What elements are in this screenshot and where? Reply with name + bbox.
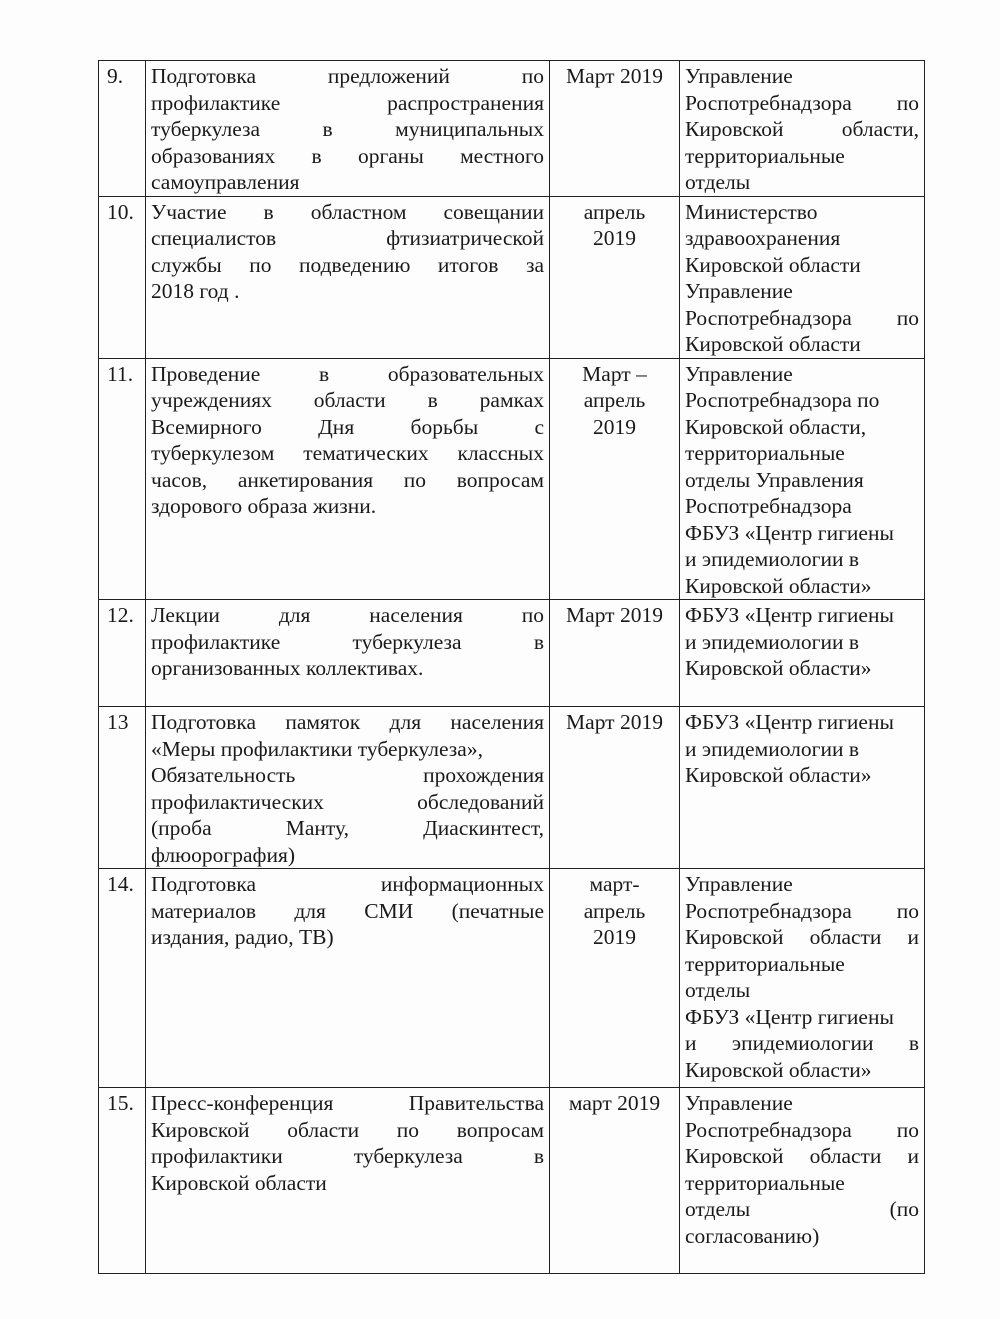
activity-line: специалистов фтизиатрической xyxy=(151,226,544,250)
activity-plan-table xyxy=(98,60,925,1274)
activity-line: 2018 год . xyxy=(151,279,240,303)
row-number: 10. xyxy=(99,196,146,358)
date-line: 2019 xyxy=(593,925,636,949)
responsible-line: территориальные xyxy=(685,441,845,465)
date-cell xyxy=(550,358,680,600)
responsible-line: территориальные xyxy=(685,1170,845,1195)
responsible-line: Кировской области и xyxy=(685,1144,919,1168)
responsible-line: и эпидемиологии в xyxy=(685,547,860,571)
activity-line: организованных коллективах. xyxy=(151,656,424,680)
date-cell xyxy=(550,869,680,1088)
responsible-line: и эпидемиологии в xyxy=(685,736,860,761)
responsible-cell xyxy=(680,600,925,707)
responsible-line: Управление xyxy=(685,361,793,386)
responsible-line: Роспотребнадзора по xyxy=(685,305,919,330)
activity-line: здорового образа жизни. xyxy=(151,494,377,518)
table-row xyxy=(99,61,925,197)
responsible-line: Кировской области» xyxy=(685,763,872,787)
responsible-line: Управление xyxy=(685,872,793,896)
responsible-cell xyxy=(680,869,925,1088)
responsible-line: территориальные xyxy=(685,951,845,976)
activity-line: часов, анкетирования по вопросам xyxy=(151,467,544,492)
activity-line: Лекции для населения по xyxy=(151,603,544,627)
activity-cell xyxy=(146,358,550,600)
table-row xyxy=(99,196,925,358)
table-row xyxy=(99,1088,925,1274)
activity-line: профилактике распространения xyxy=(151,90,544,115)
responsible-line: Управление xyxy=(685,64,793,88)
responsible-line: Кировской области» xyxy=(685,573,872,598)
date-cell xyxy=(550,600,680,707)
activity-line: профилактике туберкулеза в xyxy=(151,629,544,654)
table-row xyxy=(99,869,925,1088)
activity-line: флюорография) xyxy=(151,842,296,867)
activity-line: Подготовка предложений по xyxy=(151,64,544,88)
date-line: март- xyxy=(589,872,640,896)
activity-line: Подготовка памяток для населения xyxy=(151,710,544,734)
activity-line: Обязательность прохождения xyxy=(151,763,544,787)
activity-line: образованиях в органы местного xyxy=(151,143,544,168)
activity-line: Всемирного Дня борьбы с xyxy=(151,414,544,439)
date-line: Март – xyxy=(582,361,647,386)
row-number: 15. xyxy=(99,1088,146,1274)
row-number: 13 xyxy=(99,707,146,869)
activity-line: туберкулеза в муниципальных xyxy=(151,117,544,141)
responsible-line: Кировской области» xyxy=(685,1057,872,1082)
activity-line: Участие в областном совещании xyxy=(151,199,544,224)
responsible-line: отделы xyxy=(685,170,751,194)
date-line: 2019 xyxy=(593,414,636,439)
activity-line: службы по подведению итогов за xyxy=(151,252,544,277)
activity-cell xyxy=(146,600,550,707)
responsible-line: отделы Управления xyxy=(685,467,864,492)
date-cell xyxy=(550,707,680,869)
responsible-line: ФБУЗ «Центр гигиены xyxy=(685,1004,894,1029)
responsible-line: Роспотребнадзора xyxy=(685,494,852,518)
table-body xyxy=(99,61,925,1274)
activity-cell xyxy=(146,1088,550,1274)
responsible-line: ФБУЗ «Центр гигиены xyxy=(685,603,894,627)
row-number: 12. xyxy=(99,600,146,707)
activity-cell xyxy=(146,707,550,869)
responsible-line: Министерство xyxy=(685,199,818,224)
activity-line: Кировской области xyxy=(151,1170,327,1195)
date-line: март 2019 xyxy=(568,1091,661,1115)
responsible-line: Кировской области и xyxy=(685,925,919,949)
date-line: 2019 xyxy=(593,226,636,250)
responsible-line: и эпидемиологии в xyxy=(685,629,860,654)
date-cell xyxy=(550,196,680,358)
responsible-line: отделы (по xyxy=(685,1197,919,1221)
responsible-line: Роспотребнадзора по xyxy=(685,388,880,412)
activity-line: Подготовка информационных xyxy=(151,872,544,896)
row-number: 9. xyxy=(99,61,146,197)
responsible-line: ФБУЗ «Центр гигиены xyxy=(685,520,894,545)
date-line: апрель xyxy=(583,898,646,923)
responsible-line: Кировской области xyxy=(685,332,861,356)
date-cell xyxy=(550,61,680,197)
responsible-cell xyxy=(680,358,925,600)
row-number: 11. xyxy=(99,358,146,600)
activity-line: «Меры профилактики туберкулеза», xyxy=(151,736,483,761)
responsible-line: здравоохранения xyxy=(685,226,841,250)
activity-cell xyxy=(146,196,550,358)
activity-line: издания, радио, ТВ) xyxy=(151,925,334,949)
date-line: Март 2019 xyxy=(566,64,663,88)
date-line: Март 2019 xyxy=(566,710,663,734)
responsible-cell xyxy=(680,196,925,358)
activity-line: профилактики туберкулеза в xyxy=(151,1144,544,1168)
responsible-line: Кировской области xyxy=(685,252,861,277)
table-row xyxy=(99,707,925,869)
responsible-line: Роспотребнадзора по xyxy=(685,90,919,115)
responsible-line: ФБУЗ «Центр гигиены xyxy=(685,710,894,734)
responsible-line: Кировской области» xyxy=(685,656,872,680)
activity-line: Кировской области по вопросам xyxy=(151,1117,544,1142)
responsible-cell xyxy=(680,1088,925,1274)
date-cell xyxy=(550,1088,680,1274)
date-line: апрель xyxy=(583,199,646,224)
responsible-line: территориальные xyxy=(685,143,845,168)
activity-line: профилактических обследований xyxy=(151,789,544,814)
table-row xyxy=(99,600,925,707)
responsible-line: Управление xyxy=(685,279,793,303)
activity-line: Проведение в образовательных xyxy=(151,361,544,386)
responsible-line: Роспотребнадзора по xyxy=(685,1117,919,1142)
responsible-line: Управление xyxy=(685,1091,793,1115)
activity-line: Пресс-конференция Правительства xyxy=(151,1091,544,1115)
responsible-line: Кировской области, xyxy=(685,414,867,439)
date-line: Март 2019 xyxy=(566,603,663,627)
responsible-line: и эпидемиологии в xyxy=(685,1031,919,1055)
activity-line: учреждениях области в рамках xyxy=(151,388,544,412)
responsible-cell xyxy=(680,707,925,869)
responsible-line: Роспотребнадзора по xyxy=(685,898,919,923)
activity-cell xyxy=(146,61,550,197)
activity-line: туберкулезом тематических классных xyxy=(151,441,544,465)
responsible-line: отделы xyxy=(685,978,751,1002)
row-number: 14. xyxy=(99,869,146,1088)
responsible-cell xyxy=(680,61,925,197)
date-line: апрель xyxy=(583,388,646,412)
responsible-line: согласованию) xyxy=(685,1223,820,1248)
activity-line: самоуправления xyxy=(151,170,300,194)
activity-line: (проба Манту, Диаскинтест, xyxy=(151,816,544,840)
table-row xyxy=(99,358,925,600)
activity-cell xyxy=(146,869,550,1088)
responsible-line: Кировской области, xyxy=(685,117,919,141)
activity-line: материалов для СМИ (печатные xyxy=(151,898,544,923)
